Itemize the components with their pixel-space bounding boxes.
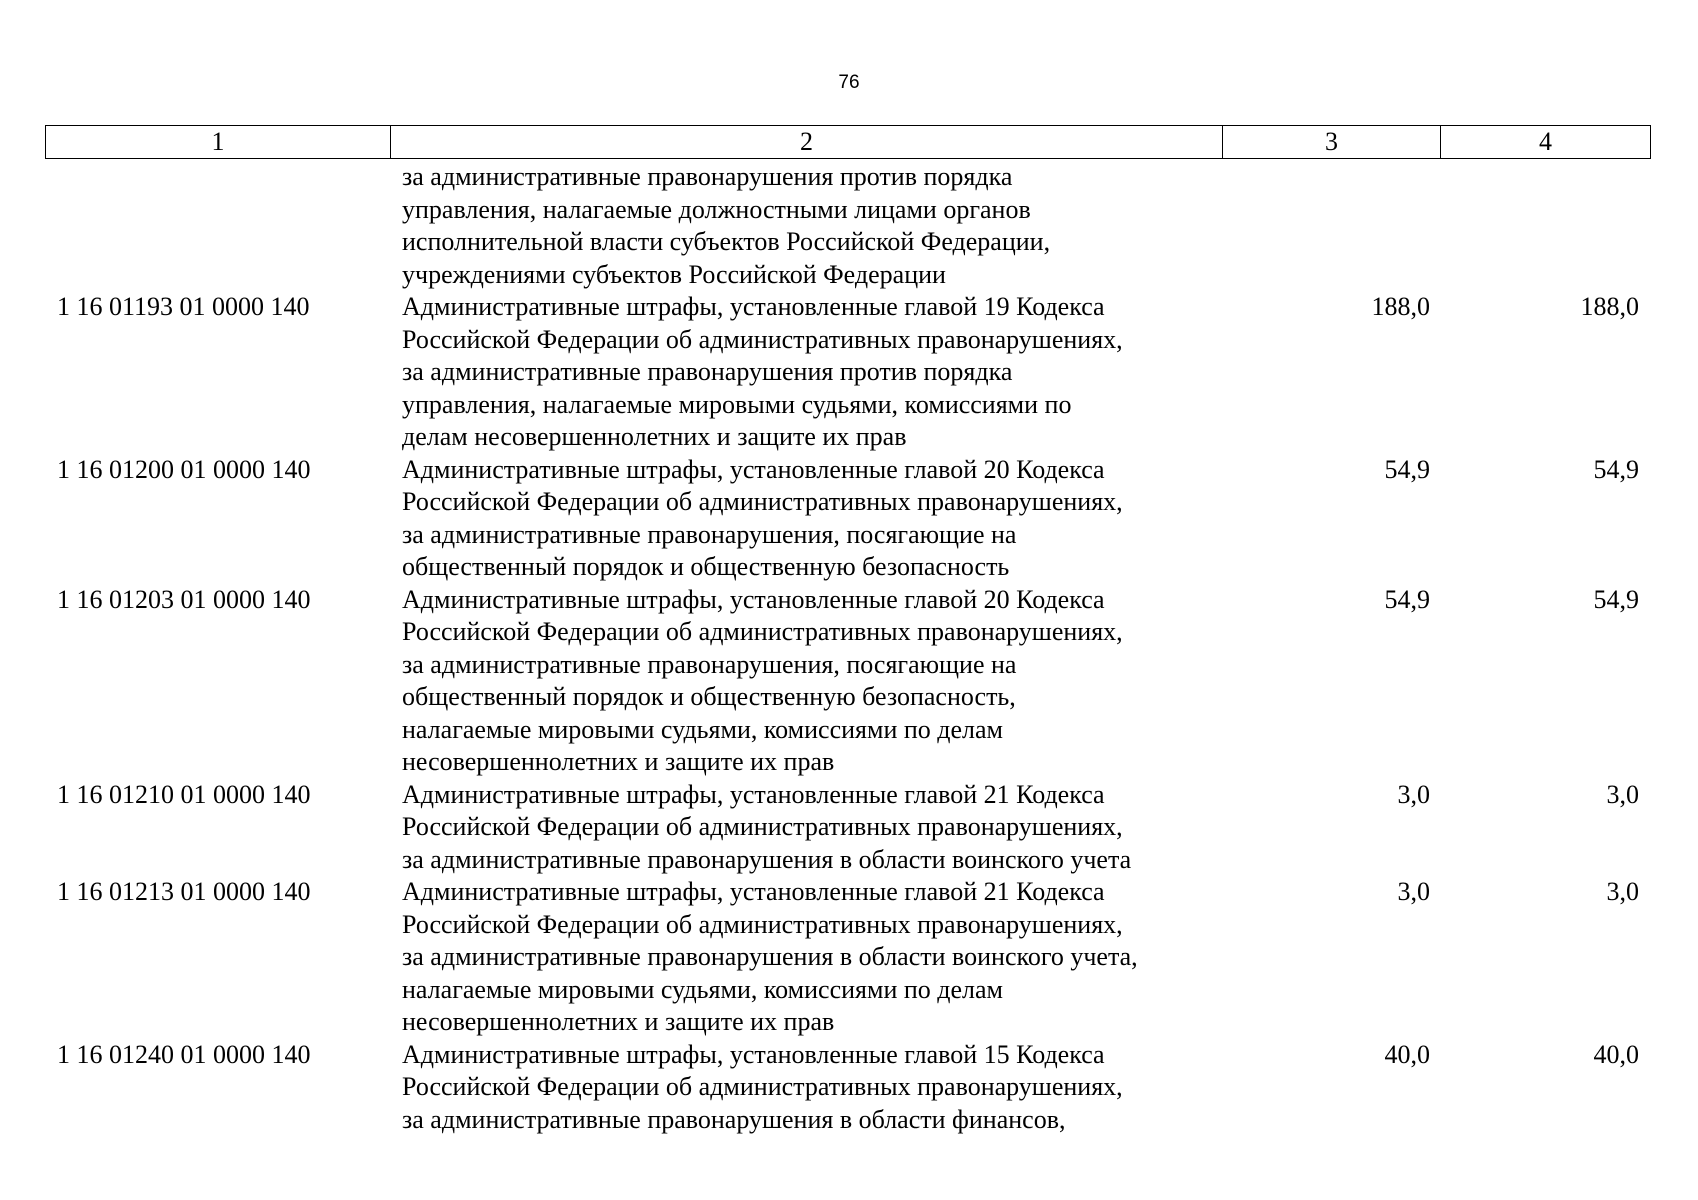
table-header: [45, 125, 1651, 159]
row-col4-value: 3,0: [1606, 877, 1639, 906]
description-line: управления, налагаемые мировыми судьями, комиссиями по: [402, 389, 1072, 419]
row-description: [390, 454, 1222, 584]
description-line: делам несовершеннолетних и защите их прав: [402, 422, 907, 451]
row-col3-value: 54,9: [1384, 454, 1430, 484]
header-col-2: 2: [391, 126, 1223, 158]
row-col4-empty: [1440, 161, 1649, 291]
header-col-3: 3: [1223, 126, 1441, 158]
header-col-4: 4: [1539, 127, 1552, 156]
row-description: [390, 1039, 1222, 1137]
description-line: Российской Федерации об административных правонарушениях,: [402, 617, 1123, 646]
description-line: Административные штрафы, установленные главой 19 Кодекса: [402, 292, 1105, 321]
row-col3-value: 3,0: [1397, 877, 1430, 906]
row-code: 1 16 01213 01 0000 140: [57, 877, 311, 906]
description-line: за административные правонарушения, посягающие на: [402, 519, 1017, 549]
description-line: общественный порядок и общественную безопасность: [402, 552, 1010, 581]
table-row: [45, 876, 1651, 1039]
description-line: за административные правонарушения против порядка: [402, 357, 1013, 386]
description-line: Административные штрафы, установленные главой 15 Кодекса: [402, 1039, 1105, 1069]
description-line: за административные правонарушения в области финансов,: [402, 1104, 1066, 1134]
row-code: 1 16 01203 01 0000 140: [57, 584, 311, 614]
row-description: [390, 584, 1222, 779]
description-line: Административные штрафы, установленные главой 21 Кодекса: [402, 877, 1105, 906]
description-line: Российской Федерации об административных правонарушениях,: [402, 324, 1123, 354]
row-col4-value: 54,9: [1593, 454, 1639, 484]
row-code: 1 16 01240 01 0000 140: [57, 1039, 311, 1069]
row-col3-empty: [1222, 161, 1440, 291]
description-line: несовершеннолетних и защите их прав: [402, 1007, 835, 1036]
description-line: за административные правонарушения против порядка: [402, 162, 1013, 191]
page-number: 76: [838, 72, 860, 93]
table-body: [45, 161, 1651, 1136]
description-line: за административные правонарушения, посягающие на: [402, 649, 1017, 679]
header-col-1: 1: [46, 126, 391, 158]
description-line: Административные штрафы, установленные главой 20 Кодекса: [402, 454, 1105, 484]
description-line: за административные правонарушения в области воинского учета: [402, 844, 1132, 874]
row-description: [390, 779, 1222, 877]
row-col4-value: 188,0: [1580, 292, 1639, 321]
description-line: Российской Федерации об административных правонарушениях,: [402, 909, 1123, 939]
row-description: [390, 291, 1222, 454]
row-code: 1 16 01193 01 0000 140: [57, 292, 310, 321]
table-row: [45, 454, 1651, 584]
row-col4-value: 40,0: [1593, 1039, 1639, 1069]
row-col3-value: 188,0: [1371, 292, 1430, 321]
description-line: за административные правонарушения в области воинского учета,: [402, 942, 1138, 971]
row-code: 1 16 01200 01 0000 140: [57, 454, 311, 484]
description-line: управления, налагаемые должностными лицами органов: [402, 194, 1031, 224]
row-col4-value: 54,9: [1593, 584, 1639, 614]
row-col3-value: 3,0: [1397, 779, 1430, 809]
description-line: общественный порядок и общественную безопасность,: [402, 682, 1016, 711]
description-line: Российской Федерации об административных правонарушениях,: [402, 487, 1123, 516]
table-row-continuation: [45, 161, 1651, 291]
row-col4-value: 3,0: [1606, 779, 1639, 809]
description-line: Российской Федерации об административных правонарушениях,: [402, 812, 1123, 841]
description-line: налагаемые мировыми судьями, комиссиями по делам: [402, 974, 1004, 1004]
row-col3-value: 54,9: [1384, 584, 1430, 614]
row-description: [390, 161, 1222, 291]
description-line: учреждениями субъектов Российской Федерации: [402, 259, 946, 289]
description-line: Административные штрафы, установленные главой 21 Кодекса: [402, 779, 1105, 809]
table-row: [45, 779, 1651, 877]
description-line: Административные штрафы, установленные главой 20 Кодекса: [402, 584, 1105, 614]
row-code-empty: [45, 161, 390, 291]
row-description: [390, 876, 1222, 1039]
description-line: налагаемые мировыми судьями, комиссиями по делам: [402, 714, 1004, 744]
row-col3-value: 40,0: [1384, 1039, 1430, 1069]
table-row: [45, 1039, 1651, 1137]
description-line: исполнительной власти субъектов Российской Федерации,: [402, 227, 1051, 256]
row-code: 1 16 01210 01 0000 140: [57, 779, 311, 809]
table-row: [45, 584, 1651, 779]
table-row: [45, 291, 1651, 454]
description-line: Российской Федерации об административных правонарушениях,: [402, 1072, 1123, 1101]
description-line: несовершеннолетних и защите их прав: [402, 747, 835, 776]
